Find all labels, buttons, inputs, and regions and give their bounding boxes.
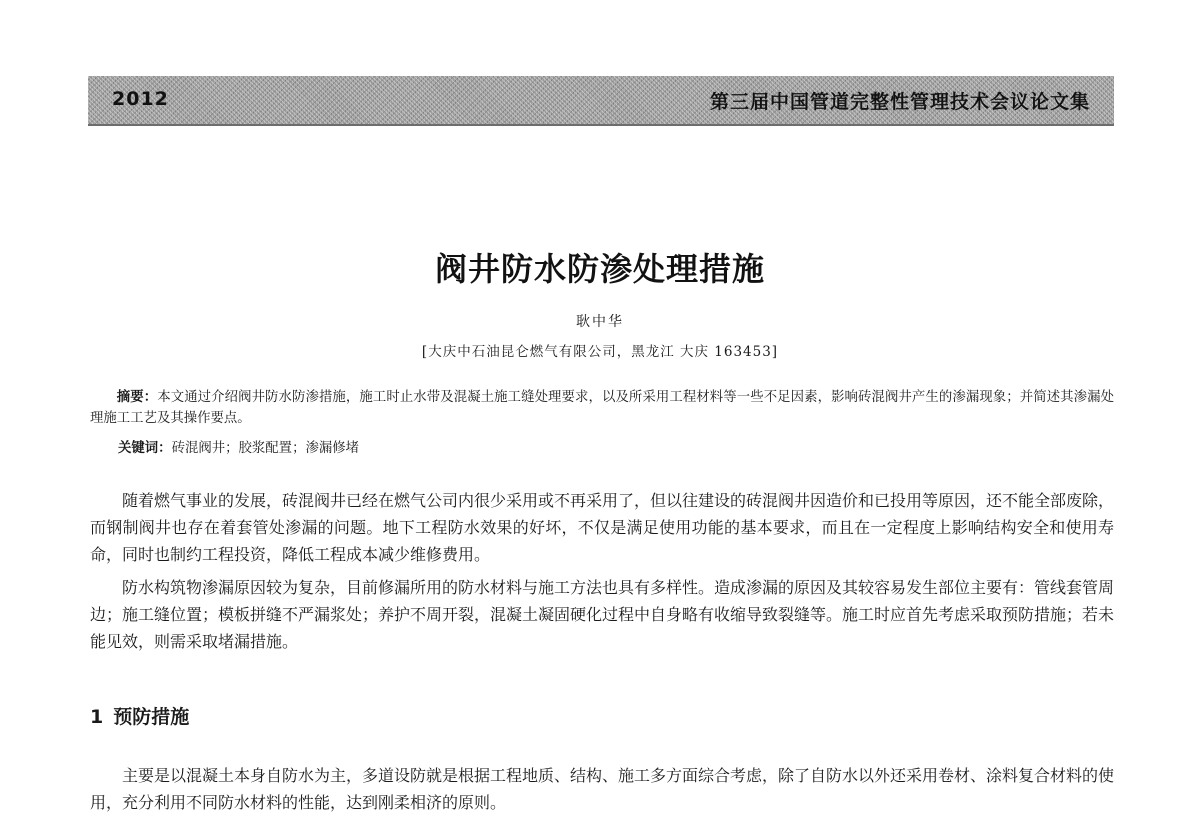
author-name: 耿中华 [576,314,624,330]
header-year: 2012 [112,88,169,110]
keywords [118,438,359,459]
abstract-text: 本文通过介绍阀井防水防渗措施，施工时止水带及混凝土施工缝处理要求，以及所采用工程材料等一些不足因素，影响砖混阀井产生的渗漏现象；并简述其渗漏处理施工工艺及其操作要点。 [90,390,1115,426]
section-number: 1 [90,706,104,728]
body-paragraph-2: 防水构筑物渗漏原因较为复杂，目前修漏所用的防水材料与施工方法也具有多样性。造成渗漏的原因及其较容易发生部位主要有：管线套管周边；施工缝位置；模板拼缝不严漏浆处；养护不周开裂，混凝土凝固硬化过程中自身略有收缩导致裂缝等。施工时应首先考虑采取预防措施；若未能见效，则需采取堵漏措施。 [90,578,1115,651]
keywords-text: 砖混阀井；胶浆配置；渗漏修堵 [171,441,360,456]
keywords-label: 关键词： [118,441,172,456]
paper-title: 阀井防水防渗处理措施 [434,250,765,288]
section-title: 预防措施 [113,706,190,728]
abstract [90,387,1114,429]
abstract-label: 摘要： [116,390,158,405]
author-affiliation: [大庆中石油昆仑燃气有限公司，黑龙江 大庆 163453] [421,344,779,360]
body-paragraph-1: 随着燃气事业的发展，砖混阀井已经在燃气公司内很少采用或不再采用了，但以往建设的砖混阀井因造价和已投用等原因，还不能全部废除，而钢制阀井也存在着套管处渗漏的问题。地下工程防水效果的好坏，不仅是满足使用功能的基本要求，而且在一定程度上影响结构安全和使用寿命，同时也制约工程投资，降低工程成本减少维修费用。 [90,491,1115,564]
section-paragraph: 主要是以混凝土本身自防水为主，多道设防就是根据工程地质、结构、施工多方面综合考虑，除了自防水以外还采用卷材、涂料复合材料的使用，充分利用不同防水材料的性能，达到刚柔相济的原则。 [90,766,1115,812]
running-header [88,76,1114,126]
section-heading [90,702,189,729]
header-conference-title: 第三届中国管道完整性管理技术会议论文集 [709,91,1090,113]
